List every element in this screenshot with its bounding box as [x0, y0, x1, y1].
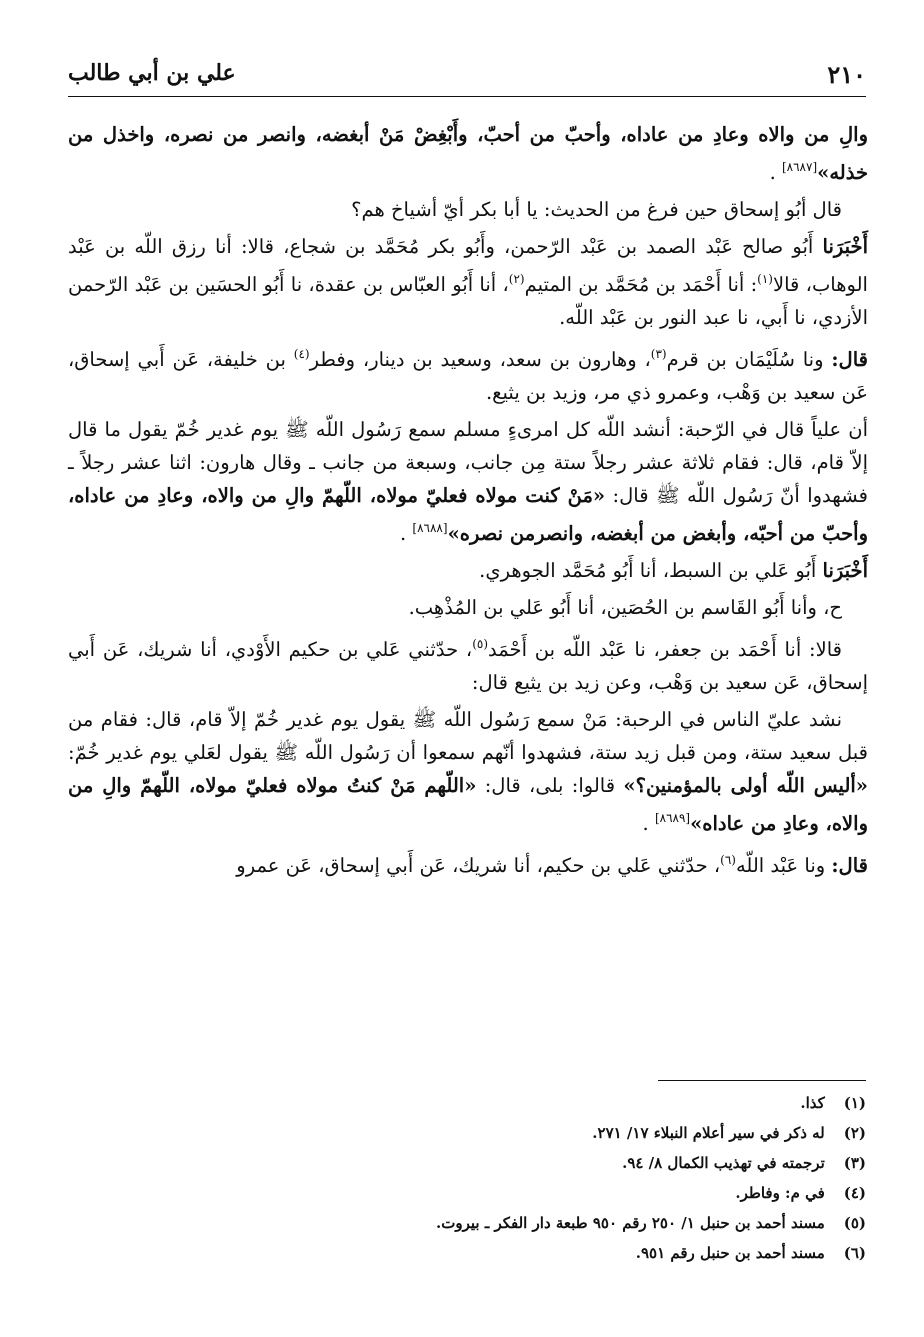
- akhbarana-lead: أَخْبَرَنا: [822, 235, 868, 258]
- footnote-text: مسند أحمد بن حنبل ١/ ٢٥٠ رقم ٩٥٠ طبعة دار الفكر ـ بيروت.: [436, 1214, 825, 1232]
- paragraph-end: .: [642, 812, 655, 835]
- paragraph-isnad-3: [68, 554, 868, 587]
- footnote-item: [126, 1118, 866, 1148]
- main-text: [68, 118, 868, 886]
- paragraph-text: ونا سُلَيْمَان بن قرم: [666, 348, 832, 371]
- paragraph-text: قال أبُو إسحاق حين فرغ من الحديث: يا أبا بكر أيّ أشياخ هم؟: [351, 198, 842, 221]
- qal-lead: قال:: [831, 854, 868, 877]
- paragraph-text: قالا: أنا أَحْمَد بن جعفر، نا عَبْد اللّه بن أَحْمَد: [488, 638, 842, 661]
- hadith-number: [٨٦٨٨]: [412, 521, 448, 535]
- hadith-text: «اللّهم مَنْ كنتُ مولاه فعليّ مولاه، اللّهمّ والِ من والاه، وعادِ من عاداه»: [68, 774, 868, 835]
- footnote-item: [126, 1178, 866, 1208]
- paragraph-end: .: [400, 522, 413, 545]
- paragraph-matn-2: [68, 703, 868, 840]
- qal-lead: قال:: [831, 348, 868, 371]
- paragraph-isnad-5: [68, 628, 868, 699]
- footnote-number: (٤): [843, 1184, 866, 1202]
- paragraph-isnad-6: [68, 844, 868, 882]
- header-rule: [68, 96, 866, 97]
- footnotes: [126, 1088, 866, 1268]
- paragraph-text: أن علياً قال في الرّحبة: أنشد اللّه كل امرىءٍ مسلم سمع رَسُول اللّه ﷺ يوم غدير خُمّ يقول ما قال إلاّ قام، قال: فقام ثلاثة عشر رجلاً ستة مِن جانب، وسبعة من جانب ـ وقال هارون: اثنا عشر رجلاً ـ فشهدوا أنّ رَسُول اللّه ﷺ قال:: [68, 418, 868, 507]
- paragraph-hadith-continuation: [68, 118, 868, 189]
- footnote-text: ترجمته في تهذيب الكمال ٨/ ٩٤.: [622, 1154, 825, 1172]
- paragraph-isnad-1: [68, 230, 868, 334]
- footnote-ref-6[interactable]: (٦): [720, 853, 736, 867]
- paragraph-isnad-2: [68, 338, 868, 409]
- footnote-item: [126, 1208, 866, 1238]
- footnote-text: كذا.: [800, 1094, 825, 1112]
- footnote-item: [126, 1148, 866, 1178]
- paragraph-narrator-question: [68, 193, 868, 226]
- paragraph-text: ، حدّثني عَلي بن حكيم الأَوْدي، أنا شريك، عَن أَبي إسحاق، عَن سعيد بن وَهْب، وعن زيد بن يثيع قال:: [68, 638, 868, 694]
- paragraph-text: ونا عَبْد اللّه: [735, 854, 832, 877]
- paragraph-text: نشد عليّ الناس في الرحبة: مَنْ سمع رَسُول اللّه ﷺ يقول يوم غدير خُمّ إلاّ قام، قال: فقام من قبل سعيد ستة، ومن قبل زيد ستة، فشهدوا أنّهم سمعوا أن رَسُول اللّه ﷺ يقول لعَلي يوم غدير خُمّ:: [68, 708, 868, 764]
- footnote-ref-1[interactable]: (١): [757, 272, 773, 286]
- footnote-number: (٣): [843, 1154, 866, 1172]
- footnote-ref-2[interactable]: (٢): [508, 272, 525, 286]
- running-title: علي بن أبي طالب: [68, 60, 236, 86]
- footnote-text: في م: وفاطر.: [735, 1184, 825, 1202]
- paragraph-text: بن خليفة، عَن أَبي إسحاق، عَن سعيد بن وَهْب، وعمرو ذي مر، وزيد بن يثيع.: [68, 348, 868, 404]
- footnote-ref-5[interactable]: (٥): [472, 637, 489, 651]
- paragraph-isnad-4: [68, 591, 868, 624]
- hadith-number: [٨٦٨٩]: [654, 811, 691, 825]
- paragraph-text: ، أنا أَبُو العبّاس بن عقدة، نا أَبُو الحسَين بن عَبْد الرّحمن الأزدي، نا أَبي، نا عبد النور بن عَبْد اللّه.: [68, 273, 868, 329]
- footnote-text: له ذكر في سير أعلام النبلاء ١٧/ ٢٧١.: [592, 1124, 825, 1142]
- page-number: ٢١٠: [827, 60, 866, 89]
- footnote-ref-3[interactable]: (٣): [650, 347, 667, 361]
- footnote-separator: [658, 1080, 866, 1081]
- paragraph-text: ، وهارون بن سعد، وسعيد بن دينار، وفطر: [309, 348, 651, 371]
- paragraph-text: أَبُو صالح عَبْد الصمد بن عَبْد الرّحمن، وأَبُو بكر مُحَمَّد بن شجاع، قالا: أنا رزق اللّه بن عَبْد الوهاب، قالا: [68, 235, 868, 296]
- paragraph-text: قالوا: بلى، قال:: [476, 774, 624, 797]
- page-header: [68, 58, 866, 94]
- footnote-number: (٥): [843, 1214, 866, 1232]
- hadith-question: «أليس اللّه أولى بالمؤمنين؟»: [623, 774, 868, 797]
- paragraph-matn-1: [68, 413, 868, 550]
- footnote-item: [126, 1238, 866, 1268]
- hadith-text: «مَنْ كنت مولاه فعليّ مولاه، اللّهمّ والِ من والاه، وعادِ من عاداه، وأحبّ من أحبّه، وأبغض من أبغضه، وانصرمن نصره»: [68, 484, 868, 545]
- paragraph-text: ح، وأنا أَبُو القَاسم بن الحُصَين، أنا أَبُو عَلي بن المُذْهِب.: [408, 596, 842, 619]
- footnote-item: [126, 1088, 866, 1118]
- footnote-number: (٢): [843, 1124, 866, 1142]
- hadith-text: والِ من والاه وعادِ من عاداه، وأحبّ من أحبّ، وأَبْغِضْ مَنْ أبغضه، وانصر من نصره، واخذل من خذله»: [68, 123, 868, 184]
- footnote-number: (٦): [843, 1244, 866, 1262]
- hadith-number: [٨٦٨٧]: [781, 160, 818, 174]
- paragraph-end: .: [769, 161, 782, 184]
- paragraph-text: أَبُو عَلي بن السبط، أنا أَبُو مُحَمَّد الجوهري.: [479, 559, 823, 582]
- footnote-ref-4[interactable]: (٤): [293, 347, 310, 361]
- footnote-text: مسند أحمد بن حنبل رقم ٩٥١.: [635, 1244, 825, 1262]
- paragraph-text: : أنا أَحْمَد بن مُحَمَّد بن المتيم: [524, 273, 758, 296]
- akhbarana-lead: أَخْبَرَنا: [822, 559, 868, 582]
- footnote-number: (١): [843, 1094, 866, 1112]
- paragraph-text: ، حدّثني عَلي بن حكيم، أنا شريك، عَن أَبي إسحاق، عَن عمرو: [236, 854, 721, 877]
